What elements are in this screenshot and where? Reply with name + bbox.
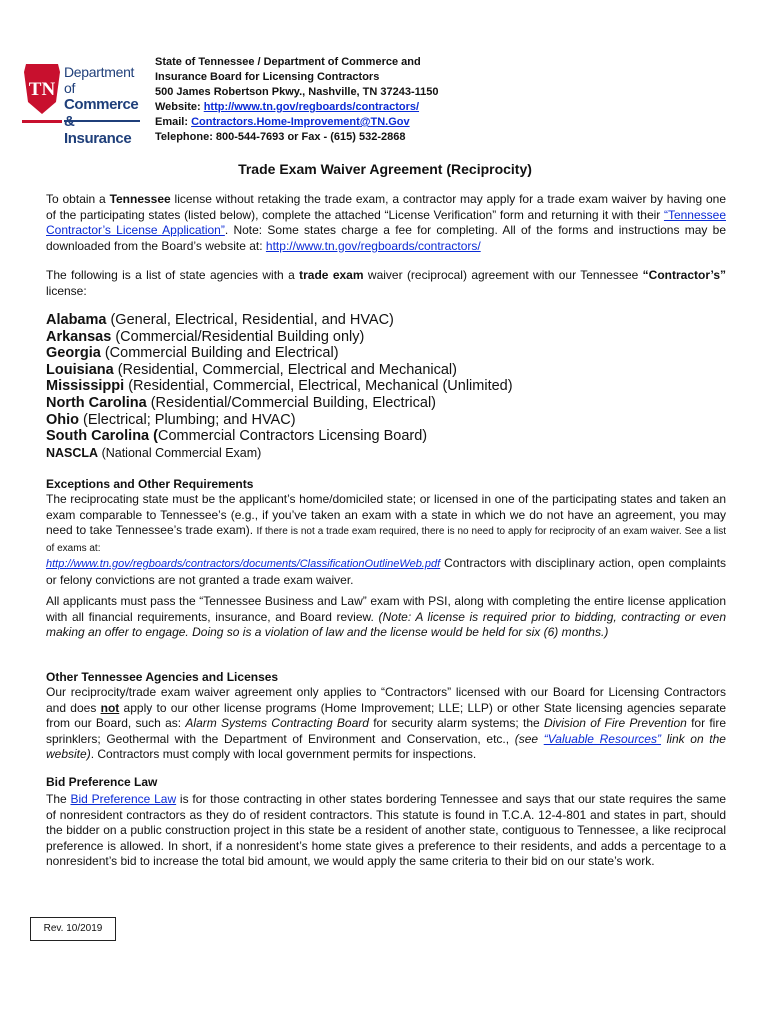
agency-website-row xyxy=(155,100,439,115)
state-detail: Commercial Contractors Licensing Board) xyxy=(157,428,428,445)
classification-outline-link[interactable]: http://www.tn.gov/regboards/contractors/documents/ClassificationOutlineWeb.pdf xyxy=(46,558,441,570)
state-detail: (Residential, Commercial, Electrical and Mechanical) xyxy=(113,361,457,378)
states-intro-contractors: “Contractor’s” xyxy=(642,268,727,282)
other-agencies-heading: Other Tennessee Agencies and Licenses xyxy=(46,670,279,684)
agency-line-1: State of Tennessee / Department of Commerce and xyxy=(155,56,421,68)
list-item xyxy=(46,378,513,395)
state-detail: (Electrical; Plumbing; and HVAC) xyxy=(79,411,296,428)
list-item xyxy=(46,445,513,462)
state-detail: (Residential/Commercial Building, Electrical) xyxy=(146,394,436,411)
agency-address: 500 James Robertson Pkwy., Nashville, TN 37243-1150 xyxy=(155,86,439,98)
logo-red-rule xyxy=(22,120,62,123)
agency-telephone: Telephone: 800-544-7693 or Fax - (615) 532-2868 xyxy=(155,131,406,143)
license-application-link[interactable]: “Tennessee Contractor’s License Application” xyxy=(46,207,726,237)
state-detail: (Commercial Building and Electrical) xyxy=(100,345,339,362)
list-item xyxy=(46,412,513,429)
states-intro-trade-exam: trade exam xyxy=(299,268,364,282)
applicants-paragraph xyxy=(46,594,726,641)
tn-commerce-insurance-logo xyxy=(22,62,140,147)
exceptions-text-2: Contractors with disciplinary action, open complaints or felony convictions are not granted a trade exam waiver. xyxy=(46,556,726,587)
tn-state-logo-icon xyxy=(22,62,62,116)
exceptions-text-1: The reciprocating state must be the applicant’s home/domiciled state; or licensed in one of the participating states and taken an exam comparable to Tennessee’s (e.g., if you’ve taken an exam with a state in which we do not have an agreement, you may need to take Tennessee’s trade exam). xyxy=(46,492,726,537)
document-title: Trade Exam Waiver Agreement (Reciprocity) xyxy=(238,161,532,177)
intro-text-2: license without retaking the trade exam, a contractor may apply for a trade exam waiver by having one of the participating states (listed below), complete the attached “License Verification” form and returning it with their xyxy=(46,192,727,222)
list-item xyxy=(46,345,513,362)
state-name: Louisiana xyxy=(46,361,114,378)
logo-line-2: Commerce xyxy=(64,96,139,113)
state-detail: (Commercial/Residential Building only) xyxy=(111,328,365,345)
exceptions-paragraph xyxy=(46,492,726,588)
logo-line-3: Insurance xyxy=(64,130,132,147)
state-name: NASCLA xyxy=(46,445,99,460)
states-intro-text-3: license: xyxy=(46,283,87,298)
states-intro-text-1: The following is a list of state agencies with a xyxy=(46,268,300,282)
agency-email-row xyxy=(155,115,439,130)
states-intro-paragraph xyxy=(46,268,726,299)
state-name: Alabama xyxy=(46,312,107,328)
states-intro-text-2: waiver (reciprocal) agreement with our Tennessee xyxy=(363,268,643,282)
state-detail: (National Commercial Exam) xyxy=(98,445,262,460)
exceptions-small-text: If there is not a trade exam required, there is no need to apply for reciprocity of an exam waiver. See a list of exams at: xyxy=(46,526,726,554)
other-agencies-text-3: for security alarm systems; the xyxy=(368,716,544,730)
bid-text-2: is for those contracting in other states bordering Tennessee and says that our state requires the same of nonresident contractors as they do of resident contractors. This statute is found in T.C.A. 12-4-801 and states in part, should the bidder on a public construction project in this state be a resident of another state, contiguous to Tennessee, a like reciprocal preference is allowed. In short, if a nonresident’s home state gives a preference to their residents, and adds a percentage to a nonresident’s bid to increase the total bid amount, we would apply the same criteria to their bid on our state’s work. xyxy=(46,792,726,868)
intro-paragraph xyxy=(46,192,726,254)
see-text-2: link on the website) xyxy=(46,731,726,761)
emphasis-not: not xyxy=(100,700,120,715)
reciprocity-states-list xyxy=(46,312,513,461)
agency-line-2: Insurance Board for Licensing Contractors xyxy=(155,71,380,83)
other-agencies-text-5: . Contractors must comply with local government permits for inspections. xyxy=(90,747,477,761)
other-agencies-text-2: apply to our other license programs (Home Improvement; LLE; LLP) or other State licensing agencies separate from our Board, such as: xyxy=(46,700,727,730)
agency-contact-block xyxy=(155,55,439,145)
state-detail: (General, Electrical, Residential, and HVAC) xyxy=(106,312,394,328)
other-agencies-text-4: for fire sprinklers; Geothermal with the Department of Environment and Conservation, etc., xyxy=(46,716,727,746)
state-name: Georgia xyxy=(46,345,101,362)
see-text-1: (see xyxy=(514,731,544,746)
logo-line-1: Department of xyxy=(64,64,135,96)
list-item xyxy=(46,395,513,412)
logo-navy-rule xyxy=(64,120,140,122)
list-item xyxy=(46,312,513,329)
alarm-board-name: Alarm Systems Contracting Board xyxy=(185,716,369,730)
applicants-text: All applicants must pass the “Tennessee Business and Law” exam with PSI, along with completing the entire license application with all financial requirements, insurance, and Board review. xyxy=(46,594,726,624)
state-detail: (Residential, Commercial, Electrical, Mechanical (Unlimited) xyxy=(124,378,513,395)
list-item xyxy=(46,329,513,346)
bid-preference-heading: Bid Preference Law xyxy=(46,775,158,789)
valuable-resources-link[interactable]: “Valuable Resources” xyxy=(543,731,661,746)
bid-preference-paragraph xyxy=(46,792,726,870)
state-name: Mississippi xyxy=(46,378,125,395)
other-agencies-text-1: Our reciprocity/trade exam waiver agreement only applies to “Contractors” licensed with our Board for Licensing Contractors and does xyxy=(46,685,726,715)
email-link[interactable]: Contractors.Home-Improvement@TN.Gov xyxy=(191,116,410,128)
state-name: Arkansas xyxy=(46,328,112,345)
bid-preference-law-link[interactable]: Bid Preference Law xyxy=(70,792,177,806)
state-name: Ohio xyxy=(46,411,80,428)
website-label: Website: xyxy=(155,101,204,113)
bid-text-1: The xyxy=(46,792,71,806)
logo-wordmark xyxy=(64,64,140,147)
logo-mark-text: TN xyxy=(28,79,56,100)
other-agencies-paragraph xyxy=(46,685,726,763)
applicants-note: (Note: A license is required prior to bidding, contracting or even making an offer to engage. Doing so is a violation of law and the license would be held for six (6) months.) xyxy=(46,609,726,639)
revision-box: Rev. 10/2019 xyxy=(30,917,116,941)
board-website-link[interactable]: http://www.tn.gov/regboards/contractors/ xyxy=(265,238,481,253)
intro-text-3: . Note: Some states charge a fee for completing. All of the forms and instructions may be downloaded from the Board’s website at: xyxy=(46,223,727,253)
fire-prevention-name: Division of Fire Prevention xyxy=(543,716,687,730)
state-name: North Carolina xyxy=(46,394,147,411)
list-item xyxy=(46,362,513,379)
state-name: South Carolina ( xyxy=(46,428,158,445)
email-label: Email: xyxy=(155,116,192,128)
list-item xyxy=(46,428,513,445)
exceptions-heading: Exceptions and Other Requirements xyxy=(46,477,254,491)
intro-text-1: To obtain a xyxy=(46,192,110,206)
intro-tennessee: Tennessee xyxy=(109,192,171,206)
website-link[interactable]: http://www.tn.gov/regboards/contractors/ xyxy=(203,101,420,113)
